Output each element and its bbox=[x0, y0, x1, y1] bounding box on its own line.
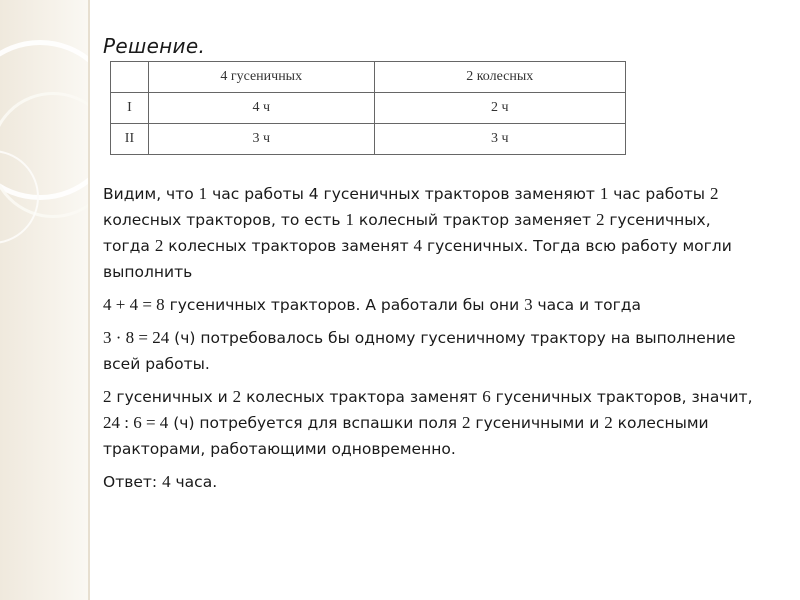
solution-text bbox=[103, 181, 753, 502]
table-cell: I bbox=[111, 93, 149, 124]
table-cell: II bbox=[111, 124, 149, 155]
decorative-side-band bbox=[0, 0, 88, 600]
paragraph-answer: Ответ: 4 часа. bbox=[103, 472, 218, 491]
tractor-time-table bbox=[110, 61, 626, 155]
table-cell: 3 ч bbox=[374, 124, 626, 155]
paragraph-product: 3 · 8 = 24 (ч) потребовалось бы одному гусеничному трактору на выполнение всей работы. bbox=[103, 328, 736, 373]
paragraph-division: 2 гусеничных и 2 колесных трактора заменят 6 гусеничных тракторов, значит, 24 : 6 = 4 (ч) потребуется для вспашки поля 2 гусеничными и 2 колесными тракторами, работающими одновременно. bbox=[103, 387, 753, 458]
paragraph-reasoning: Видим, что 1 час работы 4 гусеничных тракторов заменяют 1 час работы 2 колесных тракторов, то есть 1 колесный трактор заменяет 2 гусеничных, тогда 2 колесных тракторов заменят 4 гусеничных. Тогда всю работу могли выполнить bbox=[103, 184, 732, 281]
table-cell: 4 ч bbox=[148, 93, 374, 124]
table-cell: 2 ч bbox=[374, 93, 626, 124]
table-header-row bbox=[111, 62, 626, 93]
slide-title: Решение. bbox=[103, 34, 206, 58]
paragraph-sum: 4 + 4 = 8 гусеничных тракторов. А работали бы они 3 часа и тогда bbox=[103, 295, 641, 314]
table-header-cell: 2 колесных bbox=[374, 62, 626, 93]
table-header-cell: 4 гусеничных bbox=[148, 62, 374, 93]
table-header-cell bbox=[111, 62, 149, 93]
table-row bbox=[111, 124, 626, 155]
table-row bbox=[111, 93, 626, 124]
band-divider bbox=[88, 0, 90, 600]
table-cell: 3 ч bbox=[148, 124, 374, 155]
